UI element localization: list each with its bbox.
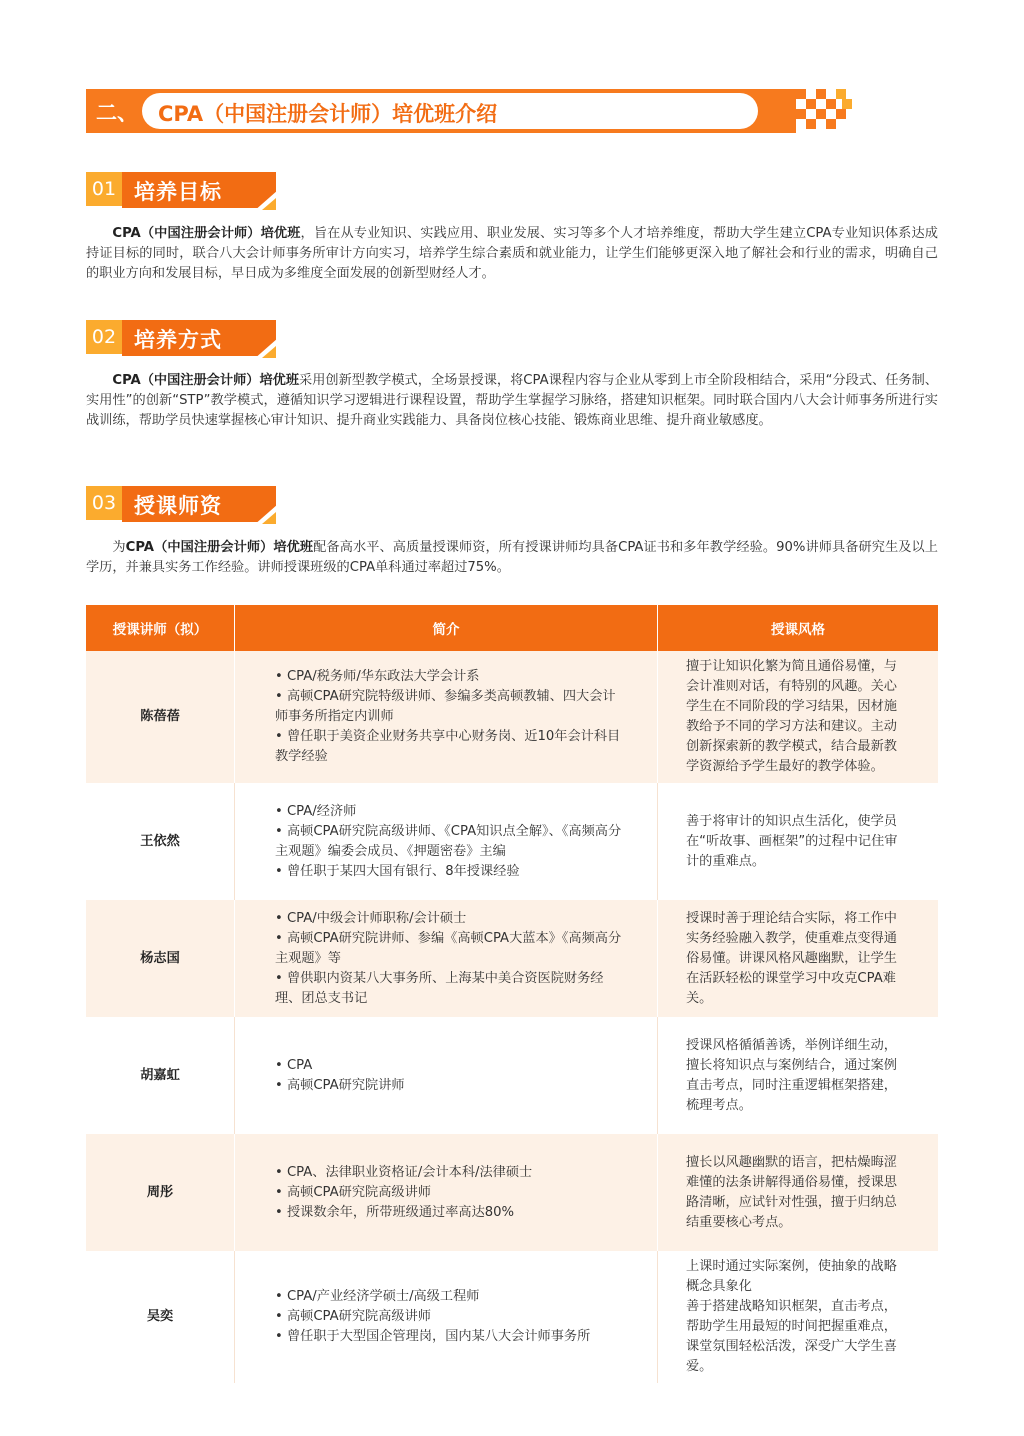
table-row [86,783,938,900]
intro-line: • 高顿CPA研究院高级讲师 [275,1309,431,1324]
section-header-goal [86,172,278,210]
intro-line: • CPA/税务师/华东政法大学会计系 [275,669,480,684]
section-title: 培养目标 [134,180,222,204]
banner-pill [142,93,758,129]
table-header-row [86,605,938,651]
faculty-paragraph [86,538,938,578]
checker-decoration-icon [796,84,852,134]
intro-line: • CPA/中级会计师职称/会计硕士 [275,910,467,926]
intro-line: • 授课数余年，所带班级通过率高达80% [275,1204,515,1220]
lecturer-style [658,651,939,783]
intro-line: • 高顿CPA研究院特级讲师、参编多类高顿教辅、四大会计师事务所指定内训师 [275,689,616,724]
lecturer-name: 吴奕 [86,1251,235,1383]
intro-line: • 曾供职内资某八大事务所、上海某中美合资医院财务经理、团总支书记 [275,970,604,1006]
style-line: 授课风格循循善诱，举例详细生动，擅长将知识点与案例结合，通过案例直击考点，同时注重逻辑框架搭建，梳理考点。 [686,1037,897,1113]
header-lecturer: 授课讲师（拟） [86,605,235,651]
banner-title: CPA（中国注册会计师）培优班介绍 [158,102,498,126]
intro-line: • 高顿CPA研究院高级讲师 [275,1184,431,1200]
paragraph-text: 配备高水平、高质量授课师资，所有授课讲师均具备CPA证书和多年教学经验。90%讲师具备研究生及以上学历，并兼具实务工作经验。讲师授课班级的CPA单科通过率超过75%。 [86,540,938,575]
section-title: 培养方式 [134,328,222,352]
table-row [86,900,938,1017]
lecturer-name: 胡嘉虹 [86,1017,235,1134]
style-line: 善于搭建战略知识框架，直击考点，帮助学生用最短的时间把握重难点，课堂氛围轻松活泼，深受广大学生喜爱。 [686,1299,897,1374]
style-line: 授课时善于理论结合实际，将工作中实务经验融入教学，使重难点变得通俗易懂。讲课风格风趣幽默，让学生在活跃轻松的课堂学习中攻克CPA难关。 [686,910,897,1006]
lecturer-name: 周彤 [86,1134,235,1251]
lecturer-intro [235,1017,658,1134]
intro-line: • CPA [275,1057,313,1073]
section-banner [86,89,850,133]
table-row [86,1134,938,1251]
section-number: 01 [86,172,122,206]
faculty-table [86,605,938,1383]
style-line: 擅长以风趣幽默的语言，把枯燥晦涩难懂的法条讲解得通俗易懂，授课思路清晰，应试针对性强，擅于归纳总结重要核心考点。 [686,1154,897,1230]
paragraph-pre: 为 [112,540,126,555]
lecturer-name: 陈蓓蓓 [86,651,235,783]
section-number: 03 [86,486,122,520]
lecturer-style [658,1134,939,1251]
intro-line: • 高顿CPA研究院讲师、参编《高顿CPA大蓝本》《高频高分主观题》等 [275,930,622,966]
section-number: 02 [86,320,122,354]
class-name-bold: CPA（中国注册会计师）培优班 [112,373,300,388]
lecturer-name: 王依然 [86,783,235,900]
intro-line: • 高顿CPA研究院讲师 [275,1077,405,1093]
intro-line: • 高顿CPA研究院高级讲师、《CPA知识点全解》、《高频高分主观题》编委会成员、《押题密卷》主编 [275,823,622,859]
header-style: 授课风格 [658,605,939,651]
intro-line: • CPA、法律职业资格证/会计本科/法律硕士 [275,1164,533,1180]
lecturer-style [658,1017,939,1134]
intro-line: • 曾任职于大型国企管理岗，国内某八大会计师事务所 [275,1329,591,1344]
lecturer-intro [235,1251,658,1383]
table-row [86,651,938,783]
lecturer-name: 杨志国 [86,900,235,1017]
banner-prefix: 二、 [96,101,138,125]
intro-line: • CPA/产业经济学硕士/高级工程师 [275,1289,480,1304]
table-row [86,1251,938,1383]
style-line: 擅于让知识化繁为简且通俗易懂，与会计准则对话，有特别的风趣。关心学生在不同阶段的学习结果，因材施教给予不同的学习方法和建议。主动创新探索新的教学模式，结合最新教学资源给予学生最好的教学体验。 [686,659,897,774]
lecturer-intro [235,783,658,900]
lecturer-style [658,1251,939,1383]
goal-paragraph [86,224,938,284]
section-header-faculty [86,486,278,524]
lecturer-intro [235,1134,658,1251]
intro-line: • 曾任职于某四大国有银行、8年授课经验 [275,863,520,879]
table-row [86,1017,938,1134]
lecturer-intro [235,651,658,783]
header-intro: 简介 [235,605,658,651]
lecturer-style [658,783,939,900]
method-paragraph [86,371,938,431]
lecturer-style [658,900,939,1017]
section-header-method [86,320,278,358]
style-line: 善于将审计的知识点生活化，使学员在“听故事、画框架”的过程中记住审计的重难点。 [686,813,898,869]
paragraph-text: ，旨在从专业知识、实践应用、职业发展、实习等多个人才培养维度，帮助大学生建立CPA专业知识体系达成持证目标的同时，联合八大会计师事务所审计方向实习，培养学生综合素质和就业能力，让学生们能够更深入地了解社会和行业的需求，明确自己的职业方向和发展目标，早日成为多维度全面发展的创新型财经人才。 [86,226,938,281]
paragraph-text: 采用创新型教学模式，全场景授课，将CPA课程内容与企业从零到上市全阶段相结合，采用“分段式、任务制、实用性”的创新“STP”教学模式，遵循知识学习逻辑进行课程设置，帮助学生掌握学习脉络，搭建知识框架。同时联合国内八大会计师事务所进行实战训练，帮助学员快速掌握核心审计知识、提升商业实践能力、具备岗位核心技能、锻炼商业思维、提升商业敏感度。 [86,373,938,428]
lecturer-intro [235,900,658,1017]
class-name-bold: CPA（中国注册会计师）培优班 [112,226,301,241]
style-line: 上课时通过实际案例，使抽象的战略概念具象化 [686,1259,897,1294]
intro-line: • CPA/经济师 [275,803,357,819]
section-title: 授课师资 [134,494,222,518]
class-name-bold: CPA（中国注册会计师）培优班 [125,540,314,555]
intro-line: • 曾任职于美资企业财务共享中心财务岗、近10年会计科目教学经验 [275,729,621,764]
